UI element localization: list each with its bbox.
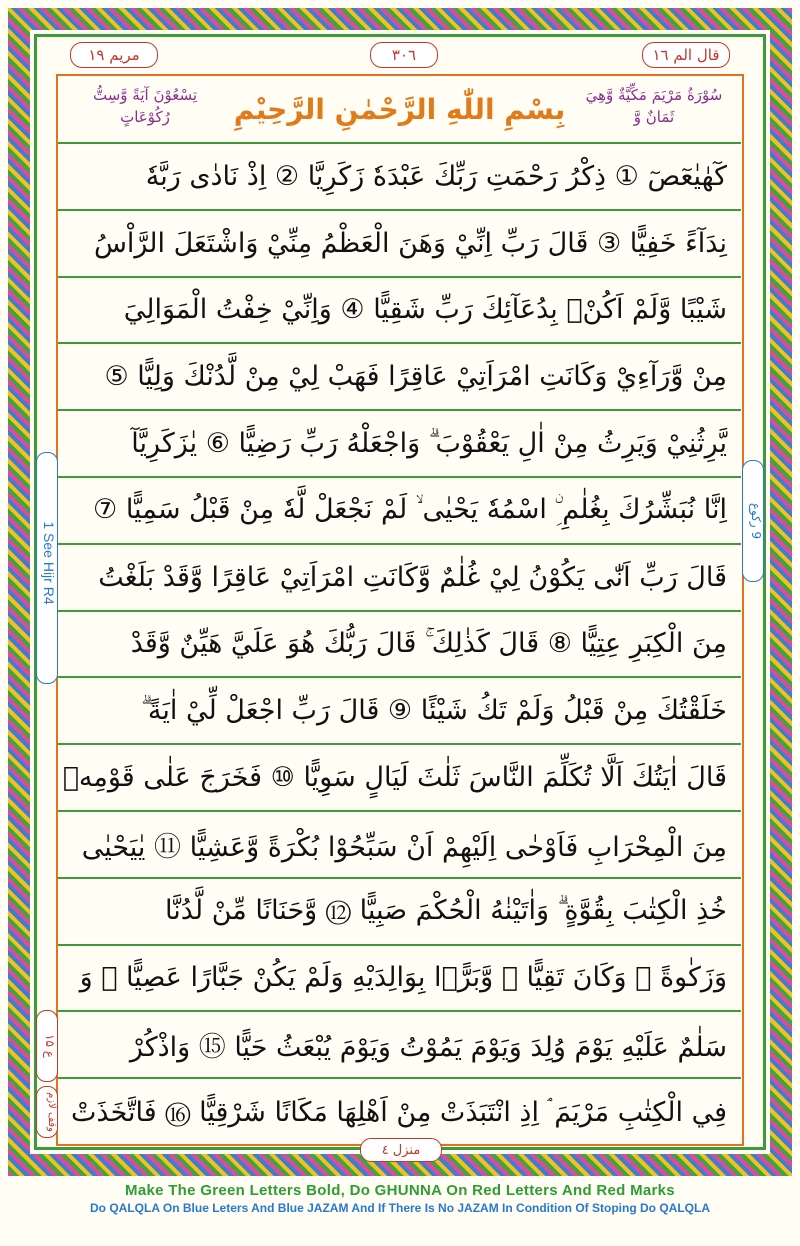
- verse-line: نِدَآءً خَفِيًّا ③ قَالَ رَبِّ اِنِّيْ وَهَنَ الْعَظْمُ مِنِّيْ وَاشْتَعَلَ الرَّاْسُ: [58, 211, 741, 278]
- ruku-mark-text: ع ۱۵: [43, 1034, 57, 1058]
- waqf-mark-text: وقف لازم: [46, 1092, 57, 1132]
- bismillah: بِسْمِ اللّٰهِ الرَّحْمٰنِ الرَّحِيْمِ: [233, 92, 566, 126]
- verse-line: قَالَ رَبِّ اَنّٰى يَكُوْنُ لِيْ غُلٰمٌ وَّكَانَتِ امْرَاَتِيْ عَاقِرًا وَّقَدْ بَلَغْتُ: [58, 545, 741, 612]
- verse-line: خَلَقْتُكَ مِنْ قَبْلُ وَلَمْ تَكُ شَيْئًا ⑨ قَالَ رَبِّ اجْعَلْ لِّيْ اٰيَةً ۗ: [58, 678, 741, 745]
- footer-line-1: Make The Green Letters Bold, Do GHUNNA On Red Letters And Red Marks: [125, 1182, 675, 1199]
- verse-line: مِنَ الْمِحْرَابِ فَاَوْحٰى اِلَيْهِمْ اَنْ سَبِّحُوْا بُكْرَةً وَّعَشِيًّا ⑪ يٰيَحْيٰى: [58, 812, 741, 879]
- verse-line: شَيْبًا وَّلَمْ اَكُنْۢ بِدُعَآئِكَ رَبِّ شَقِيًّا ④ وَاِنِّيْ خِفْتُ الْمَوَالِيَ: [58, 278, 741, 345]
- ruku-note: 9 رکوع: [749, 502, 763, 540]
- verse-line: قَالَ اٰيَتُكَ اَلَّا تُكَلِّمَ النَّاسَ ثَلٰثَ لَيَالٍ سَوِيًّا ⑩ فَخَرَجَ عَلٰى قَوْمِهٖ: [58, 745, 741, 812]
- verse-line: يَّرِثُنِيْ وَيَرِثُ مِنْ اٰلِ يَعْقُوْبَ ۗ وَاجْعَلْهُ رَبِّ رَضِيًّا ⑥ يٰزَكَرِيَّآ: [58, 411, 741, 478]
- verse-line: فِي الْكِتٰبِ مَرْيَمَ ۘ اِذِ انْتَبَذَتْ مِنْ اَهْلِهَا مَكَانًا شَرْقِيًّا ⑯ فَاتَّخَذَتْ: [71, 1096, 727, 1128]
- verse-line: سَلٰمٌ عَلَيْهِ يَوْمَ وُلِدَ وَيَوْمَ يَمُوْتُ وَيَوْمَ يُبْعَثُ حَيًّا ⑮ وَاذْكُرْ: [58, 1012, 741, 1079]
- text-box: [56, 74, 744, 1146]
- surah-label: مريم ١٩: [70, 42, 158, 68]
- verse-line: خُذِ الْكِتٰبَ بِقُوَّةٍ ۗ وَاٰتَيْنٰهُ الْحُكْمَ صَبِيًّا ⑫ وَّحَنَانًا مِّنْ لَّدُنَّا: [58, 879, 741, 946]
- verse-lines: [58, 144, 741, 1146]
- waqf-marker: [36, 1086, 58, 1138]
- surah-title-band: [58, 76, 741, 144]
- side-note-right: [742, 460, 764, 582]
- verse-line: مِنْ وَّرَآءِيْ وَكَانَتِ امْرَاَتِيْ عَاقِرًا فَهَبْ لِيْ مِنْ لَّدُنْكَ وَلِيًّا ⑤: [58, 344, 741, 411]
- manzil-label: منزل ٤: [360, 1138, 442, 1162]
- page-number: ٣٠٦: [370, 42, 438, 68]
- page-header: [70, 42, 730, 68]
- surah-title-left: تِسْعُوْنَ آيَةً وَّسِتُّ رُكُوْعَاتٍ: [92, 86, 198, 126]
- side-note-left: [36, 452, 58, 684]
- footer-line-2: Do QALQLA On Blue Leters And Blue JAZAM And If There Is No JAZAM In Condition Of Stoping Do QALQLA: [90, 1201, 710, 1215]
- ruku-marker: [36, 1010, 58, 1082]
- see-hijr-note: 1 See Hijr R4: [41, 521, 57, 605]
- surah-title-right: سُوْرَةُ مَرْيَمَ مَكِّيَّةٌ وَّهِيَ ثَمَانٌ وَّ: [585, 86, 723, 126]
- para-label: قال الم ١٦: [642, 42, 730, 68]
- verse-line: اِنَّا نُبَشِّرُكَ بِغُلٰمِ ِۨ اسْمُهٗ يَحْيٰى ۙ لَمْ نَجْعَلْ لَّهٗ مِنْ قَبْلُ سَمِيًّا ⑦: [58, 478, 741, 545]
- verse-line: كٓهٰيٰعٓصٓ ① ذِكْرُ رَحْمَتِ رَبِّكَ عَبْدَهٗ زَكَرِيَّا ② اِذْ نَادٰى رَبَّهٗ: [58, 144, 741, 211]
- verse-line: مِنَ الْكِبَرِ عِتِيًّا ⑧ قَالَ كَذٰلِكَ ۚ قَالَ رَبُّكَ هُوَ عَلَيَّ هَيِّنٌ وَّقَدْ: [58, 612, 741, 679]
- verse-line: وَزَكٰوةً ۗ وَكَانَ تَقِيًّا ⑬ وَّبَرًّۢا بِوَالِدَيْهِ وَلَمْ يَكُنْ جَبَّارًا عَصِيًّا ⑭ وَ: [58, 946, 741, 1013]
- footer-instructions: [0, 1178, 800, 1215]
